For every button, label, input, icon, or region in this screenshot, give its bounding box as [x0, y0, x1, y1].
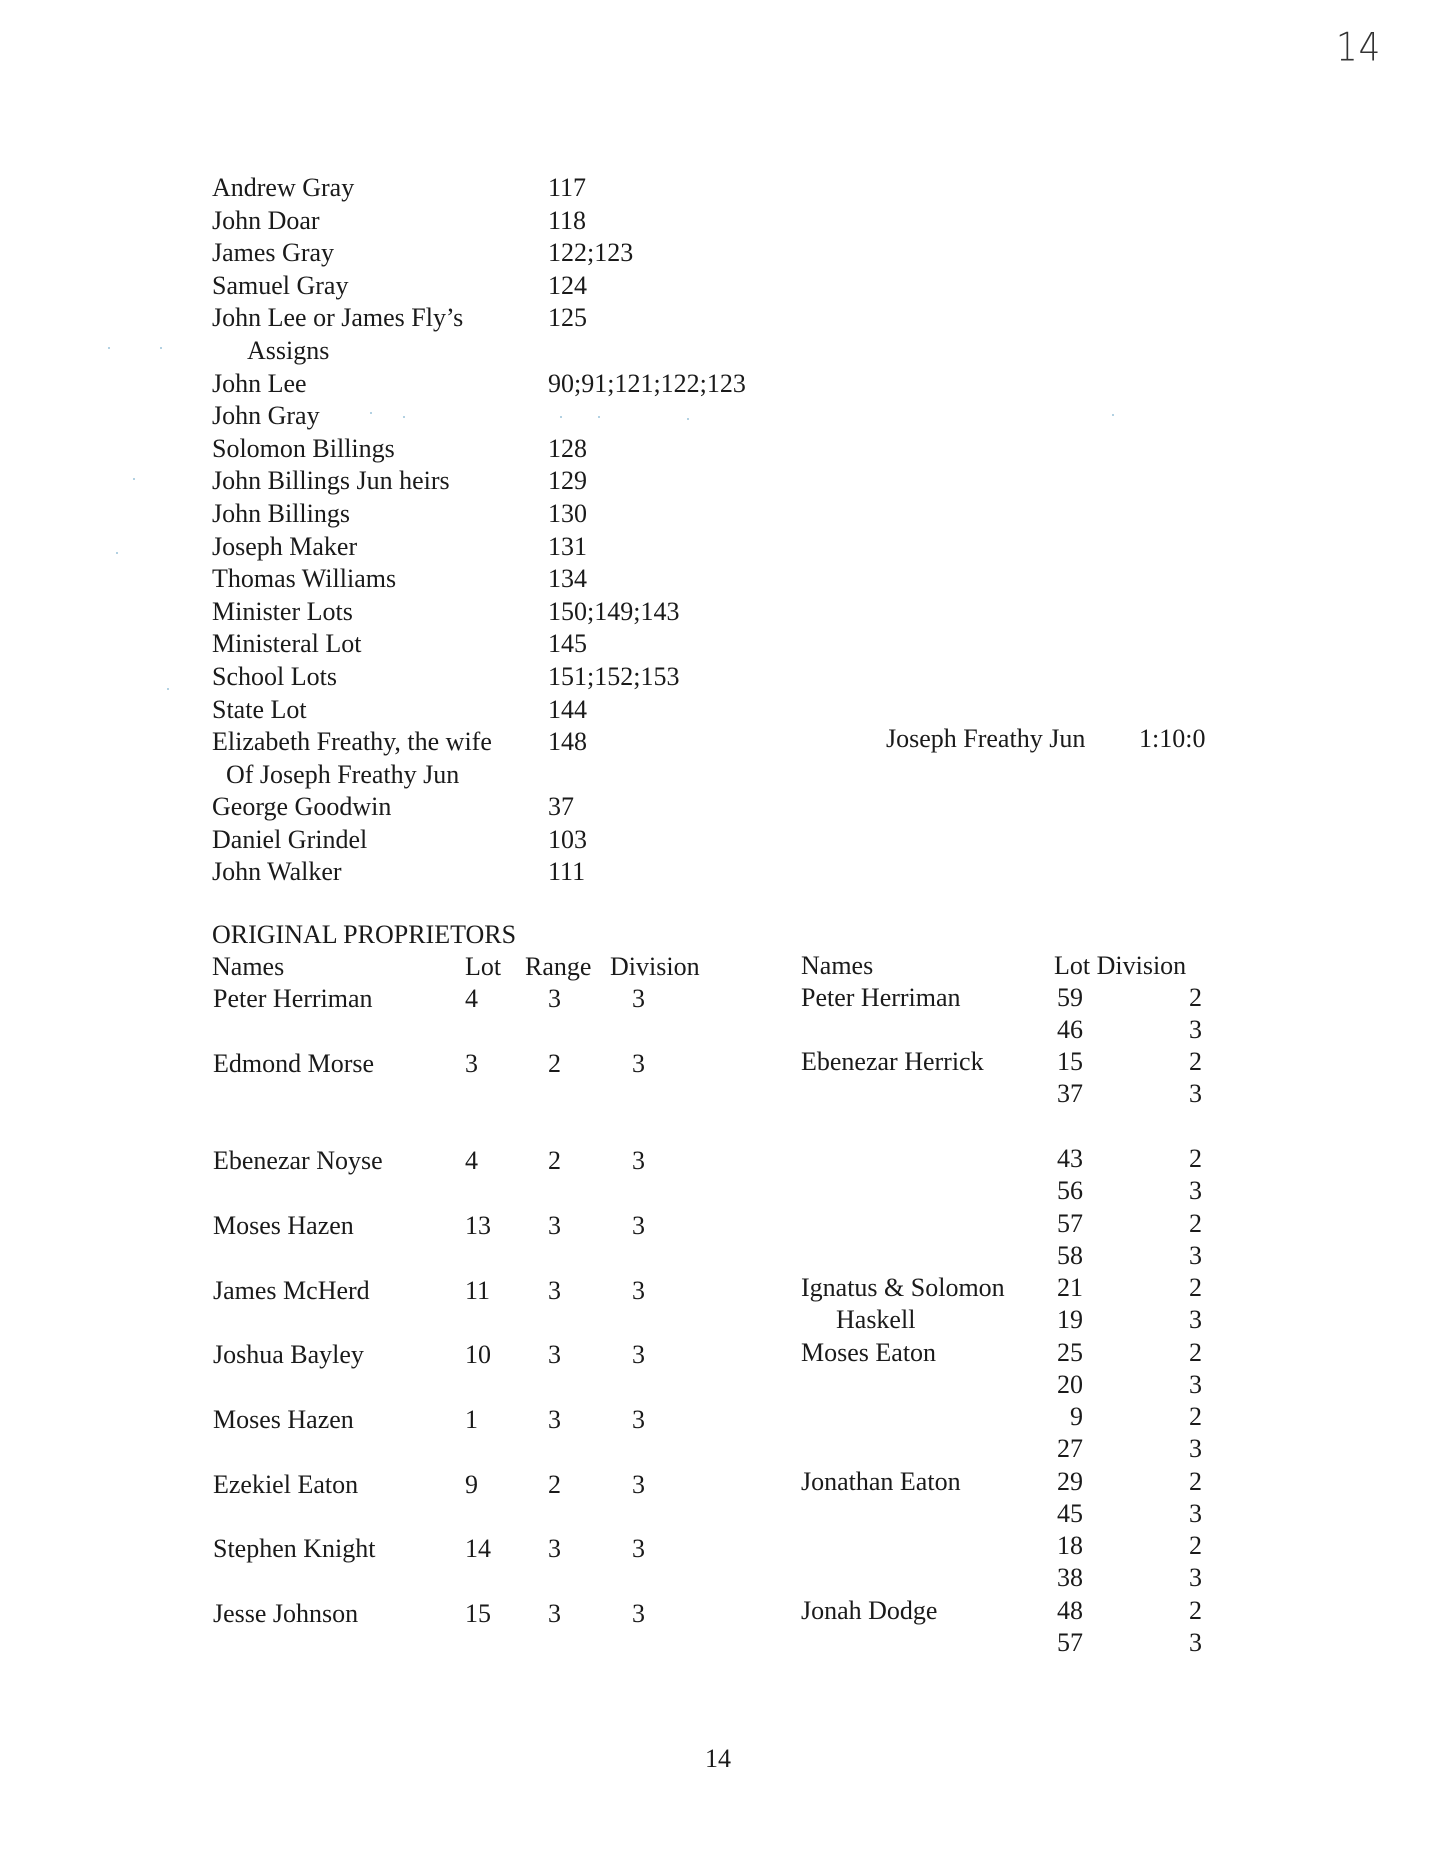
proprietor-lot: 38: [1057, 1563, 1083, 1592]
lot-owner-name: Andrew Gray: [212, 173, 355, 202]
proprietor-name: Peter Herriman: [213, 984, 373, 1013]
lot-owner-name: Samuel Gray: [212, 270, 349, 300]
proprietor-lot: 21: [1057, 1273, 1083, 1302]
lot-owner-name: John Billings Jun heirs: [212, 466, 450, 496]
proprietor-lot: 29: [1057, 1467, 1083, 1496]
proprietor-division: 2: [1189, 983, 1202, 1012]
proprietor-name: Moses Hazen: [213, 1405, 354, 1434]
proprietor-division: 3: [632, 1470, 645, 1499]
proprietor-range: 3: [548, 1340, 561, 1369]
proprietor-lot: 58: [1057, 1241, 1083, 1270]
lot-numbers: 128: [548, 433, 587, 463]
proprietor-division: 3: [1189, 1563, 1202, 1592]
lot-owner-name: Elizabeth Freathy, the wife: [212, 727, 492, 757]
proprietor-division: 2: [1189, 1209, 1202, 1238]
proprietor-division: 2: [1189, 1144, 1202, 1173]
lot-numbers: 125: [548, 303, 587, 333]
lot-numbers: 122;123: [548, 238, 634, 268]
lot-owner-name: Of Joseph Freathy Jun: [226, 759, 460, 789]
proprietor-lot: 4: [465, 1146, 478, 1175]
proprietor-name: Ezekiel Eaton: [213, 1470, 359, 1499]
proprietor-division: 3: [632, 1599, 645, 1628]
proprietor-division: 3: [1189, 1499, 1202, 1528]
proprietor-name: Ignatus & Solomon: [801, 1273, 1005, 1302]
right-header-lot-division: Lot Division: [1054, 951, 1187, 980]
proprietor-name: Joshua Bayley: [213, 1340, 364, 1369]
lot-numbers: 134: [548, 564, 587, 594]
lot-owner-name: Daniel Grindel: [212, 824, 368, 854]
page-number: 14: [705, 1744, 731, 1773]
scan-speck: [133, 478, 135, 480]
proprietor-range: 3: [548, 984, 561, 1013]
proprietor-division: 3: [632, 1049, 645, 1078]
proprietor-lot: 37: [1057, 1079, 1083, 1108]
lot-owner-name: John Walker: [212, 857, 342, 887]
proprietor-name: Peter Herriman: [801, 983, 961, 1012]
scan-speck: [116, 552, 118, 554]
lot-numbers: 129: [548, 466, 587, 496]
proprietor-division: 3: [632, 1211, 645, 1240]
scan-speck: [370, 412, 372, 414]
proprietor-lot: 45: [1057, 1499, 1083, 1528]
lot-owner-name: Assigns: [247, 335, 330, 365]
proprietor-division: 3: [1189, 1176, 1202, 1205]
proprietor-name: Ebenezar Herrick: [801, 1047, 984, 1076]
proprietor-lot: 4: [465, 984, 478, 1013]
proprietor-lot: 57: [1057, 1209, 1083, 1238]
scan-speck: [160, 347, 162, 349]
lot-owner-name: John Doar: [212, 205, 320, 235]
lot-numbers: 144: [548, 694, 587, 724]
lot-numbers: 148: [548, 727, 587, 757]
proprietor-lot: 1: [465, 1405, 478, 1434]
lot-owner-name: State Lot: [212, 694, 307, 724]
proprietor-lot: 56: [1057, 1176, 1083, 1205]
lot-numbers: 131: [548, 531, 587, 561]
proprietor-lot: 46: [1057, 1015, 1083, 1044]
proprietor-lot: 19: [1057, 1305, 1083, 1334]
proprietor-lot: 14: [465, 1534, 491, 1563]
lot-owner-name: John Lee or James Fly’s: [212, 303, 464, 333]
proprietor-division: 3: [1189, 1305, 1202, 1334]
left-header-range: Range: [525, 952, 592, 981]
proprietor-division: 3: [632, 1146, 645, 1175]
lot-owner-name: Minister Lots: [212, 596, 353, 626]
lot-numbers: 124: [548, 270, 587, 300]
side-note-amount: 1:10:0: [1139, 724, 1206, 753]
proprietor-lot: 10: [465, 1340, 491, 1369]
proprietor-name: Jonah Dodge: [801, 1596, 938, 1625]
proprietor-division: 3: [632, 1340, 645, 1369]
lot-owner-name: School Lots: [212, 661, 337, 691]
proprietor-name: Stephen Knight: [213, 1534, 376, 1563]
lot-numbers: 118: [548, 205, 587, 235]
proprietor-division: 2: [1189, 1402, 1202, 1431]
lot-owner-name: Thomas Williams: [212, 564, 397, 594]
scan-speck: [598, 416, 600, 418]
proprietor-division: 2: [1189, 1338, 1202, 1367]
left-header-lot: Lot: [465, 952, 502, 981]
proprietor-division: 2: [1189, 1531, 1202, 1560]
proprietor-division: 2: [1189, 1467, 1202, 1496]
proprietor-name: Moses Hazen: [213, 1211, 354, 1240]
proprietor-lot: 15: [465, 1599, 491, 1628]
lot-numbers: 145: [548, 629, 587, 659]
lot-owner-name: Ministeral Lot: [212, 629, 362, 659]
proprietors-heading: ORIGINAL PROPRIETORS: [212, 920, 517, 949]
lot-owner-name: John Gray: [212, 401, 320, 431]
proprietor-division: 2: [1189, 1273, 1202, 1302]
scan-speck: [1112, 414, 1114, 416]
scan-speck: [560, 416, 562, 418]
lot-numbers: 37: [548, 792, 574, 822]
proprietor-name: Edmond Morse: [213, 1049, 375, 1078]
proprietor-lot: 57: [1057, 1628, 1083, 1657]
proprietor-lot: 59: [1057, 983, 1083, 1012]
proprietor-lot: 9: [1070, 1402, 1083, 1431]
left-header-names: Names: [212, 952, 285, 981]
handwritten-page-number: 14: [1336, 25, 1382, 71]
side-note-name: Joseph Freathy Jun: [886, 724, 1086, 753]
lot-owner-name: James Gray: [212, 238, 335, 268]
proprietor-range: 3: [548, 1599, 561, 1628]
proprietor-lot: 3: [465, 1049, 478, 1078]
proprietor-lot: 27: [1057, 1434, 1083, 1463]
lot-numbers: 103: [548, 824, 587, 854]
proprietor-division: 2: [1189, 1047, 1202, 1076]
proprietor-division: 3: [632, 984, 645, 1013]
proprietor-range: 2: [548, 1470, 561, 1499]
proprietor-division: 3: [1189, 1628, 1202, 1657]
lot-numbers: 90;91;121;122;123: [548, 368, 746, 398]
proprietor-division: 3: [1189, 1370, 1202, 1399]
proprietor-name: Ebenezar Noyse: [213, 1146, 383, 1175]
proprietor-range: 3: [548, 1534, 561, 1563]
proprietor-division: 3: [632, 1534, 645, 1563]
proprietor-lot: 20: [1057, 1370, 1083, 1399]
lot-owner-name: Joseph Maker: [212, 531, 358, 561]
scan-speck: [167, 688, 169, 690]
scan-speck: [108, 347, 110, 349]
proprietor-division: 3: [1189, 1079, 1202, 1108]
proprietor-range: 3: [548, 1276, 561, 1305]
proprietor-lot: 11: [465, 1276, 491, 1305]
proprietor-name: Jonathan Eaton: [801, 1467, 961, 1496]
proprietor-name: James McHerd: [213, 1276, 370, 1305]
proprietor-lot: 18: [1057, 1531, 1083, 1560]
proprietor-lot: 25: [1057, 1338, 1083, 1367]
lot-numbers: 151;152;153: [548, 661, 680, 691]
proprietor-name: Haskell: [836, 1305, 916, 1334]
proprietor-division: 3: [632, 1276, 645, 1305]
proprietor-lot: 15: [1057, 1047, 1083, 1076]
proprietor-division: 3: [1189, 1434, 1202, 1463]
lot-owner-name: John Lee: [212, 368, 307, 398]
proprietor-range: 2: [548, 1049, 561, 1078]
proprietor-division: 3: [632, 1405, 645, 1434]
proprietor-division: 3: [1189, 1241, 1202, 1270]
scan-speck: [687, 418, 689, 420]
lot-numbers: 117: [548, 173, 587, 202]
scan-speck: [403, 416, 405, 418]
proprietor-range: 3: [548, 1405, 561, 1434]
left-header-division: Division: [610, 952, 700, 981]
lot-numbers: 130: [548, 498, 587, 528]
proprietor-range: 2: [548, 1146, 561, 1175]
proprietor-lot: 13: [465, 1211, 491, 1240]
lot-owner-name: John Billings: [212, 498, 350, 528]
right-header-names: Names: [801, 951, 874, 980]
proprietor-lot: 48: [1057, 1596, 1083, 1625]
proprietor-division: 2: [1189, 1596, 1202, 1625]
lot-owner-name: George Goodwin: [212, 792, 392, 822]
proprietor-lot: 43: [1057, 1144, 1083, 1173]
lot-numbers: 150;149;143: [548, 596, 680, 626]
lot-numbers: 111: [548, 857, 586, 887]
lot-owner-name: Solomon Billings: [212, 433, 395, 463]
proprietor-range: 3: [548, 1211, 561, 1240]
proprietor-division: 3: [1189, 1015, 1202, 1044]
proprietor-name: Moses Eaton: [801, 1338, 937, 1367]
proprietor-lot: 9: [465, 1470, 478, 1499]
proprietor-name: Jesse Johnson: [213, 1599, 359, 1628]
